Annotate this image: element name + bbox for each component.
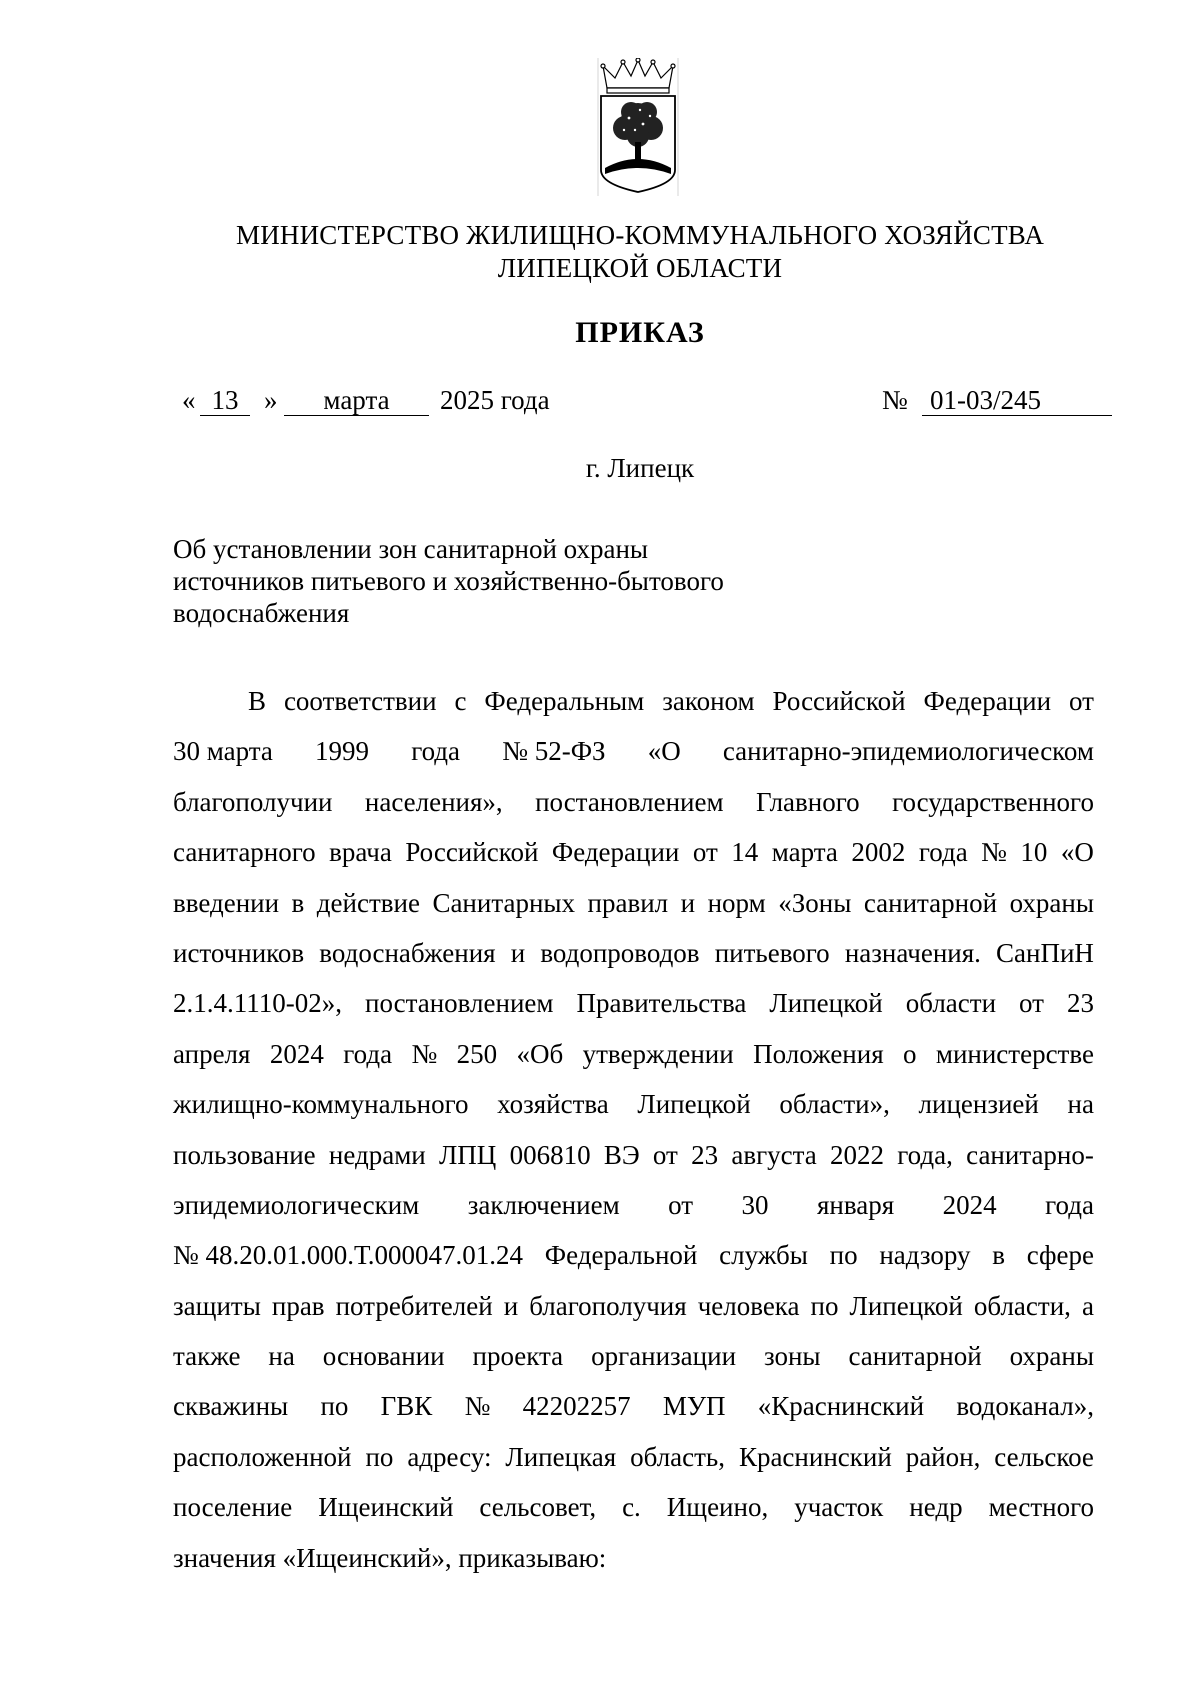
document-subject <box>173 533 793 629</box>
body-word: санитарной <box>848 1341 982 1372</box>
body-word: Российской <box>772 686 906 716</box>
date-year: 2025 года <box>440 385 550 415</box>
body-line <box>173 1180 1094 1230</box>
body-word: 23 <box>1066 988 1094 1019</box>
body-word: ВЭ <box>603 1139 640 1170</box>
body-word: от <box>652 1139 678 1170</box>
body-word: в <box>992 1240 1005 1271</box>
body-word: Санитарных <box>432 887 576 918</box>
body-word: поселение <box>173 1492 293 1523</box>
body-word: «Краснинский <box>757 1391 925 1422</box>
body-word: года <box>411 736 461 767</box>
body-line <box>173 1079 1094 1129</box>
body-word: № <box>981 837 1007 868</box>
coat-of-arms-icon <box>595 58 681 196</box>
body-line <box>173 1533 1094 1583</box>
body-word: расположенной <box>173 1441 352 1472</box>
body-word: августа <box>731 1139 817 1170</box>
body-word: человека <box>697 1290 800 1321</box>
body-word: охраны <box>1009 1341 1094 1372</box>
body-line <box>173 726 1094 776</box>
body-word: питьевого <box>714 937 830 968</box>
body-word: недр <box>909 1492 963 1523</box>
body-line <box>173 1230 1094 1280</box>
date-month: марта <box>284 385 429 416</box>
body-word: скважины <box>173 1391 289 1422</box>
coat-of-arms-emblem <box>595 58 681 196</box>
body-word: Федеральным <box>484 686 645 716</box>
body-word: организации <box>591 1341 737 1372</box>
day-field-wrap <box>200 385 250 416</box>
body-word: надзору <box>879 1240 971 1271</box>
body-word: водоснабжения <box>319 937 496 968</box>
body-word: прав <box>271 1290 325 1321</box>
body-word: правил <box>587 887 669 918</box>
body-word: по <box>810 1290 839 1321</box>
body-word: проекта <box>472 1341 564 1372</box>
body-word: марта <box>771 837 838 868</box>
body-word: также <box>173 1341 241 1372</box>
body-word: а <box>1081 1290 1094 1321</box>
body-word: «О <box>647 736 681 767</box>
body-word: министерстве <box>935 1038 1094 1069</box>
body-word: санитарно-эпидемиологическом <box>722 736 1094 767</box>
body-word: Краснинский <box>738 1441 892 1472</box>
document-type-title: ПРИКАЗ <box>575 316 705 349</box>
body-line <box>173 676 1094 726</box>
body-word: 1999 <box>315 736 370 767</box>
body-word: от <box>692 837 718 868</box>
number-sign: № <box>882 385 908 415</box>
subject-line: источников питьевого и хозяйственно-бытового <box>173 566 724 596</box>
body-word: ГВК <box>380 1391 433 1422</box>
body-line <box>173 827 1094 877</box>
body-word: 30 <box>741 1189 769 1220</box>
body-word: Липецкой <box>769 988 883 1019</box>
body-word: врача <box>329 837 392 868</box>
body-word: сфере <box>1026 1240 1094 1271</box>
body-word: Федерации <box>551 837 680 868</box>
body-word: лицензией <box>918 1089 1039 1120</box>
body-word: МУП <box>662 1391 726 1422</box>
body-word: и <box>680 887 696 918</box>
body-word: благополучия <box>529 1290 687 1321</box>
body-word: норм <box>707 887 766 918</box>
subject-line: Об установлении зон санитарной охраны <box>173 534 649 564</box>
body-word: «Об <box>516 1038 564 1069</box>
body-word: 2002 <box>851 837 906 868</box>
body-word: действие <box>316 887 420 918</box>
body-word: область, <box>630 1441 725 1472</box>
body-word: с <box>454 686 467 716</box>
body-word: № <box>411 1038 438 1069</box>
body-word: жилищно-коммунального <box>173 1089 469 1120</box>
month-field-wrap <box>284 385 429 416</box>
body-word: утверждении <box>582 1038 734 1069</box>
body-word: от <box>1019 988 1044 1019</box>
body-line <box>173 1432 1094 1482</box>
body-word: В <box>248 686 267 716</box>
body-word: 250 <box>456 1038 498 1069</box>
date-number-row <box>182 385 1112 421</box>
date-close-quote: » <box>264 385 278 415</box>
body-word: января <box>817 1189 895 1220</box>
body-word: на <box>268 1341 295 1372</box>
body-word: года <box>918 837 968 868</box>
body-line <box>173 1381 1094 1431</box>
body-word: по <box>829 1240 858 1271</box>
body-word: Положения <box>753 1038 884 1069</box>
body-word: по <box>320 1391 349 1422</box>
body-word: «О <box>1060 837 1094 868</box>
body-word: населения», <box>364 786 503 817</box>
body-word: водопроводов <box>540 937 700 968</box>
body-word: 2024 <box>269 1038 324 1069</box>
body-word: № 48.20.01.000.Т.000047.01.24 <box>173 1240 524 1271</box>
body-word: 42202257 <box>522 1391 631 1422</box>
body-word: Липецкой <box>637 1089 751 1120</box>
body-word: Липецкой <box>849 1290 963 1321</box>
body-word: № <box>464 1391 491 1422</box>
body-word: 2.1.4.1110-02», <box>173 988 342 1019</box>
body-word: район, <box>905 1441 981 1472</box>
body-line <box>173 1482 1094 1532</box>
document-body <box>173 676 1094 1583</box>
body-word: службы <box>719 1240 808 1271</box>
body-word: назначения. <box>844 937 981 968</box>
body-word: адресу: <box>407 1441 492 1472</box>
body-word: по <box>365 1441 394 1472</box>
body-line <box>173 1331 1094 1381</box>
body-line <box>173 878 1094 928</box>
body-word: государственного <box>892 786 1094 817</box>
body-word: области, <box>973 1290 1071 1321</box>
body-line <box>173 1130 1094 1180</box>
body-word: эпидемиологическим <box>173 1189 420 1220</box>
ministry-name-line1: МИНИСТЕРСТВО ЖИЛИЩНО-КОММУНАЛЬНОГО ХОЗЯЙСТВА <box>235 220 1045 250</box>
body-word: соответствии <box>283 686 437 716</box>
body-word: недрами <box>328 1139 426 1170</box>
body-word: источников <box>173 937 305 968</box>
body-word: года <box>1045 1189 1094 1220</box>
body-word: 006810 <box>509 1139 591 1170</box>
body-word: области <box>905 988 997 1019</box>
body-word: законом <box>662 686 755 716</box>
body-word: пользование <box>173 1139 316 1170</box>
body-word: благополучии <box>173 786 333 817</box>
body-word: от <box>1069 686 1094 716</box>
body-word: санитарно- <box>966 1139 1094 1170</box>
body-word: введении <box>173 887 280 918</box>
body-word: апреля <box>173 1038 251 1069</box>
body-word: санитарного <box>173 837 316 868</box>
body-word: на <box>1067 1089 1094 1120</box>
body-word: постановлением <box>365 988 554 1019</box>
body-word: и <box>503 1290 519 1321</box>
body-word: 10 <box>1020 837 1048 868</box>
body-word: ЛПЦ <box>439 1139 497 1170</box>
body-word: хозяйства <box>497 1089 609 1120</box>
body-line <box>173 1029 1094 1079</box>
body-word: Правительства <box>576 988 747 1019</box>
body-word: года <box>343 1038 393 1069</box>
body-word: Федеральной <box>544 1240 698 1271</box>
body-word: 23 <box>691 1139 719 1170</box>
body-word: области», <box>779 1089 890 1120</box>
body-word: СанПиН <box>996 937 1094 968</box>
body-word: Липецкая <box>505 1441 617 1472</box>
body-word: от <box>668 1189 694 1220</box>
body-word: Федерации <box>923 686 1052 716</box>
body-word: Главного <box>756 786 860 817</box>
body-word: участок <box>794 1492 884 1523</box>
body-word: в <box>291 887 305 918</box>
body-word: охраны <box>1009 887 1094 918</box>
body-word: с. <box>622 1492 641 1523</box>
body-word: Ищеинский <box>318 1492 454 1523</box>
body-word: сельское <box>994 1441 1094 1472</box>
body-word: значения «Ищеинский», приказываю: <box>173 1542 607 1573</box>
body-word: постановлением <box>535 786 724 817</box>
date-day: 13 <box>200 385 250 416</box>
city-line: г. Липецк <box>585 453 695 483</box>
body-word: заключением <box>467 1189 620 1220</box>
body-line <box>173 978 1094 1028</box>
body-word: о <box>903 1038 917 1069</box>
body-word: года, <box>897 1139 953 1170</box>
body-word: основании <box>322 1341 445 1372</box>
body-line <box>173 1281 1094 1331</box>
body-word: водоканал», <box>956 1391 1094 1422</box>
body-word: защиты <box>173 1290 261 1321</box>
body-word: Ищеино, <box>666 1492 769 1523</box>
body-word: 2022 <box>830 1139 885 1170</box>
body-word: № 52-ФЗ <box>502 736 606 767</box>
body-word: зоны <box>763 1341 821 1372</box>
body-word: потребителей <box>335 1290 493 1321</box>
body-line <box>173 777 1094 827</box>
body-word: «Зоны <box>778 887 852 918</box>
body-word: Российской <box>405 837 539 868</box>
date-open-quote: « <box>182 385 196 415</box>
number-field-wrap <box>922 385 1112 416</box>
body-line <box>173 928 1094 978</box>
document-number: 01-03/245 <box>922 385 1112 416</box>
body-word: и <box>510 937 526 968</box>
subject-line: водоснабжения <box>173 598 350 628</box>
body-word: санитарной <box>863 887 998 918</box>
body-word: местного <box>988 1492 1094 1523</box>
body-word: 30 марта <box>173 736 273 767</box>
ministry-name-line2: ЛИПЕЦКОЙ ОБЛАСТИ <box>497 253 783 283</box>
body-word: 2024 <box>942 1189 997 1220</box>
body-word: 14 <box>731 837 759 868</box>
body-word: сельсовет, <box>479 1492 597 1523</box>
